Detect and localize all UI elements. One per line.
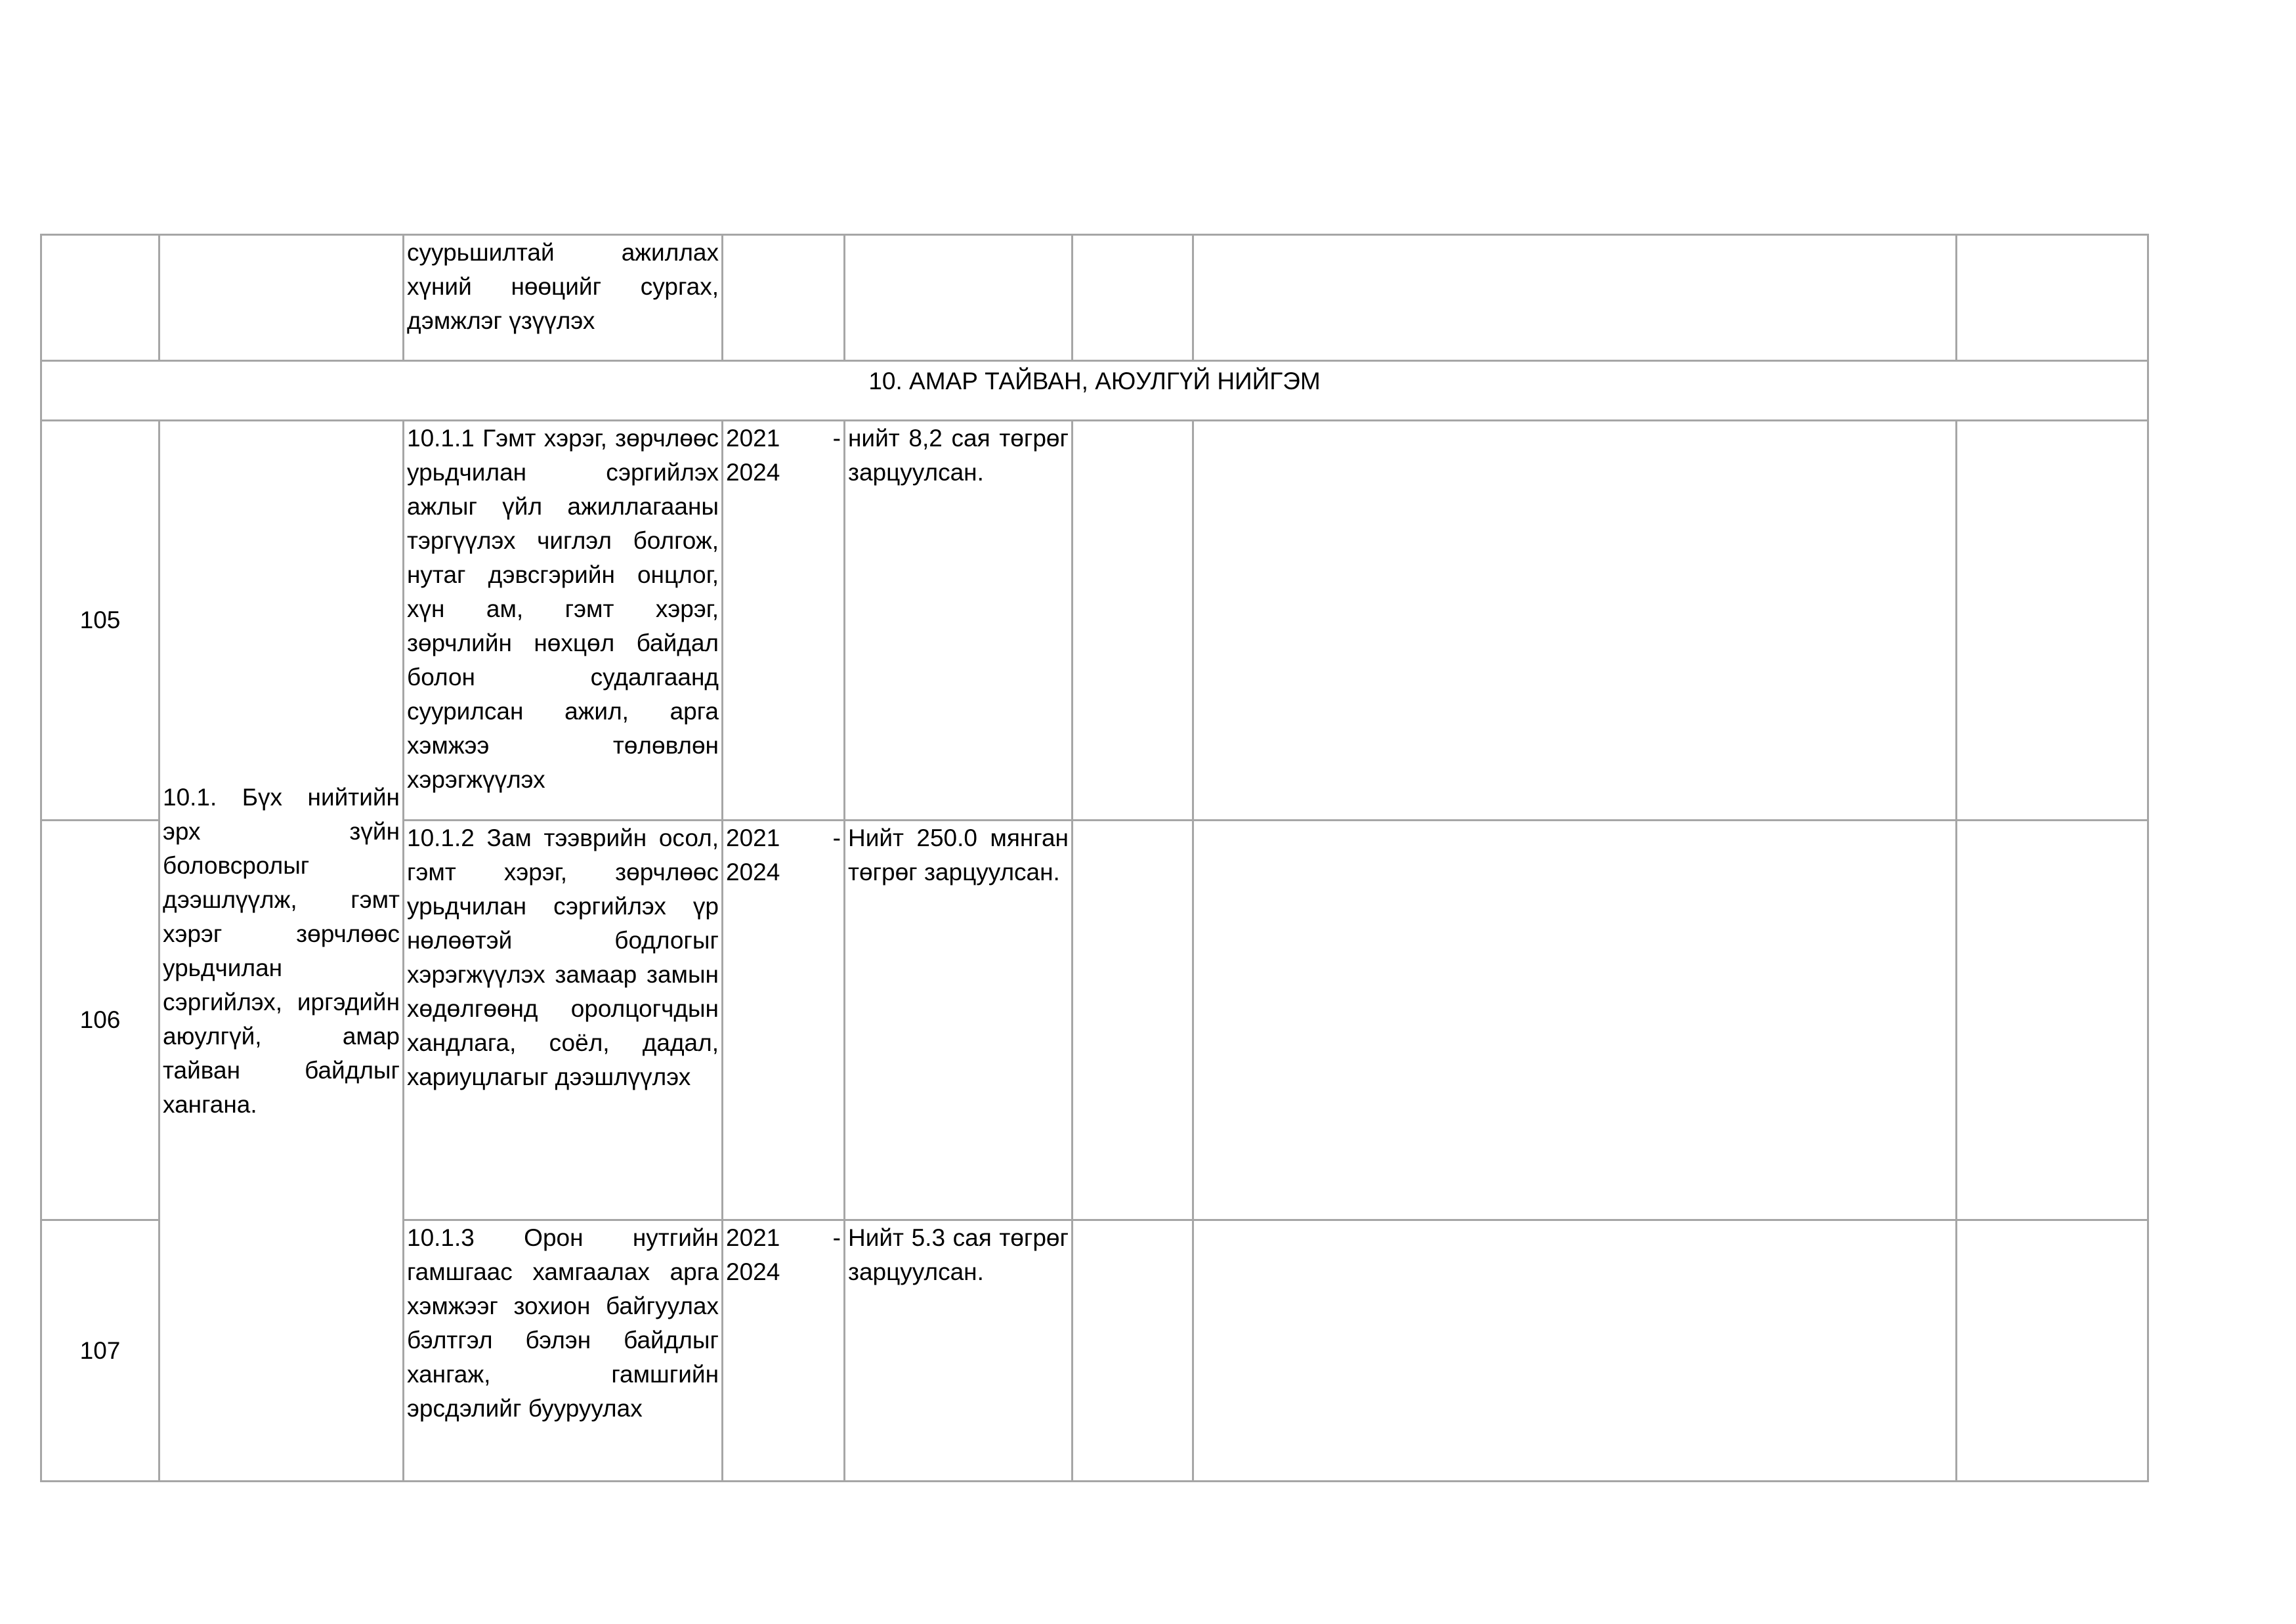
empty-cell	[1957, 421, 2148, 821]
year-start: 2021	[726, 1224, 780, 1251]
empty-cell	[1073, 235, 1193, 361]
budget-cell: Нийт 5.3 сая төгрөг зарцуулсан.	[845, 1220, 1073, 1482]
empty-cell	[1193, 421, 1957, 821]
year-dash: -	[832, 824, 841, 851]
section-header: 10. АМАР ТАЙВАН, АЮУЛГҮЙ НИЙГЭМ	[41, 361, 2148, 421]
row-number: 107	[41, 1220, 159, 1482]
empty-cell	[1073, 821, 1193, 1220]
years-cell	[723, 421, 845, 821]
year-end: 2024	[726, 1258, 780, 1285]
table-row	[41, 421, 2148, 821]
continuation-row	[41, 235, 2148, 361]
year-end: 2024	[726, 859, 780, 886]
empty-cell	[1957, 1220, 2148, 1482]
row-number: 106	[41, 821, 159, 1220]
years-cell	[723, 1220, 845, 1482]
activity-cell: суурьшилтай ажиллах хүний нөөцийг сургах, дэмжлэг үзүүлэх	[404, 235, 723, 361]
budget-cell: нийт 8,2 сая төгрөг зарцуулсан.	[845, 421, 1073, 821]
plan-implementation-table	[40, 234, 2149, 1482]
empty-cell	[1957, 235, 2148, 361]
budget-cell: Нийт 250.0 мянган төгрөг зарцуулсан.	[845, 821, 1073, 1220]
activity-cell: 10.1.3 Орон нутгийн гамшгаас хамгаалах арга хэмжээг зохион байгуулах бэлтгэл бэлэн байдлыг хангаж, гамшгийн эрсдэлийг бууруулах	[404, 1220, 723, 1482]
year-start: 2021	[726, 425, 780, 452]
empty-cell	[1193, 1220, 1957, 1482]
budget-cell	[845, 235, 1073, 361]
year-dash: -	[832, 1224, 841, 1251]
empty-cell	[1073, 421, 1193, 821]
years-cell	[723, 235, 845, 361]
section-header-row	[41, 361, 2148, 421]
years-cell	[723, 821, 845, 1220]
year-start: 2021	[726, 824, 780, 851]
activity-cell: 10.1.2 Зам тээврийн осол, гэмт хэрэг, зөрчлөөс урьдчилан сэргийлэх үр нөлөөтэй бодлогыг хэрэгжүүлэх замаар замын хөдөлгөөнд оролцогчдын хандлага, соёл, дадал, хариуцлагыг дээшлүүлэх	[404, 821, 723, 1220]
number-cell	[41, 235, 159, 361]
year-end: 2024	[726, 459, 780, 486]
empty-cell	[1957, 821, 2148, 1220]
empty-cell	[1193, 235, 1957, 361]
empty-cell	[1193, 821, 1957, 1220]
row-number: 105	[41, 421, 159, 821]
year-dash: -	[832, 425, 841, 452]
goal-cell	[159, 235, 404, 361]
empty-cell	[1073, 1220, 1193, 1482]
activity-cell: 10.1.1 Гэмт хэрэг, зөрчлөөс урьдчилан сэргийлэх ажлыг үйл ажиллагааны тэргүүлэх чиглэл болгож, нутаг дэвсгэрийн онцлог, хүн ам, гэмт хэрэг, зөрчлийн нөхцөл байдал болон судалгаанд суурилсан ажил, арга хэмжээ төлөвлөн хэрэгжүүлэх	[404, 421, 723, 821]
goal-cell: 10.1. Бүх нийтийн эрх зүйн боловсролыг дээшлүүлж, гэмт хэрэг зөрчлөөс урьдчилан сэргийлэх, иргэдийн аюулгүй, амар тайван байдлыг хангана.	[159, 421, 404, 1482]
